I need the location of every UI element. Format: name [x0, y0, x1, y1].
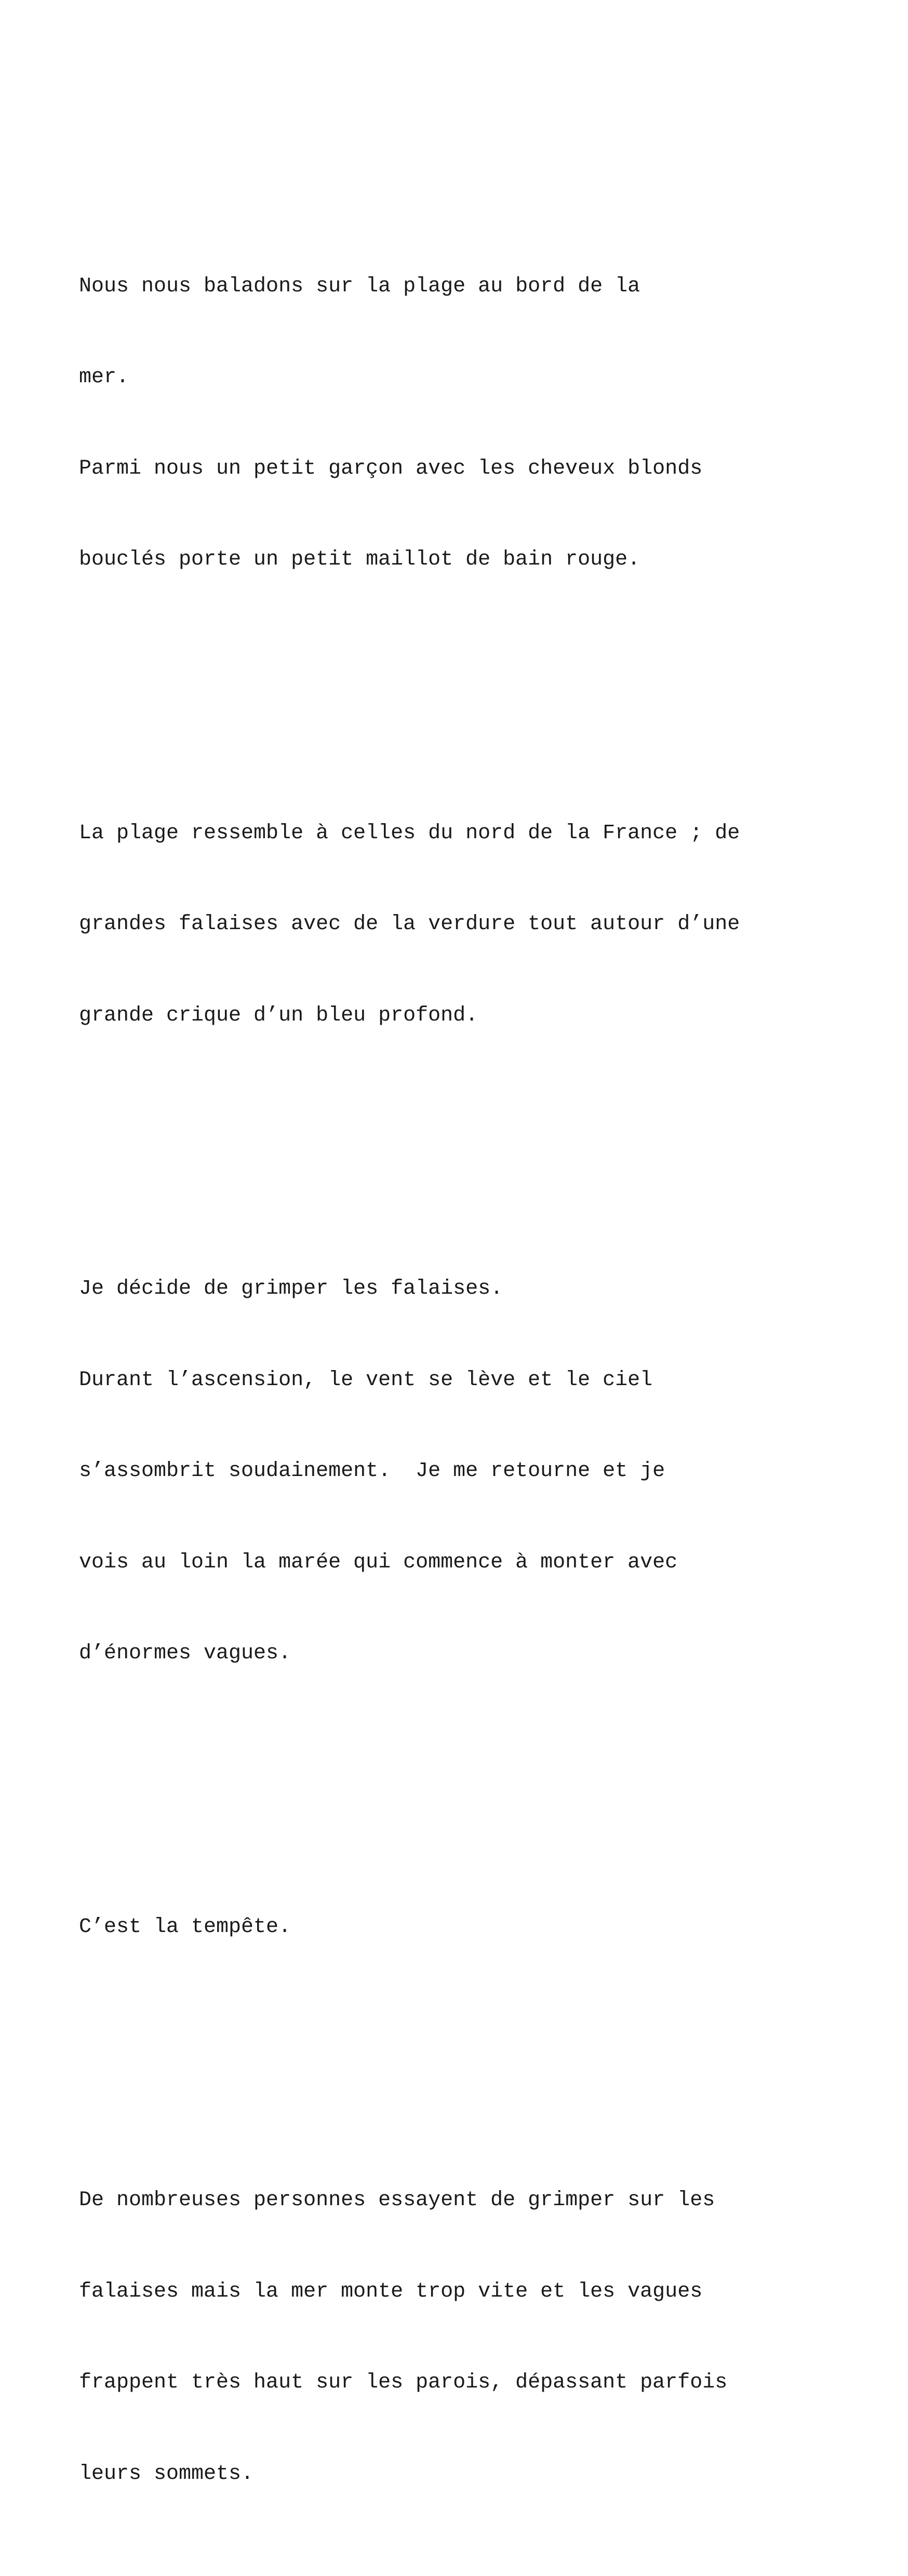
text-line: mer.	[79, 366, 129, 389]
text-line: La plage ressemble à celles du nord de la France ; de	[79, 821, 740, 845]
paragraph-people-climbing	[79, 2125, 879, 2550]
text-line: falaises mais la mer monte trop vite et les vagues	[79, 2279, 703, 2303]
paragraph-climb	[79, 1213, 879, 1730]
text-line: frappent très haut sur les parois, dépassant parfois	[79, 2371, 728, 2394]
paragraph-beach-description	[79, 758, 879, 1092]
text-line: De nombreuses personnes essayent de grimper sur les	[79, 2189, 715, 2212]
text-line: leurs sommets.	[79, 2462, 254, 2486]
text-line: d’énormes vagues.	[79, 1642, 291, 1665]
paragraph-storm	[79, 1852, 879, 2004]
text-line: C’est la tempête.	[79, 1915, 291, 1939]
text-line: Parmi nous un petit garçon avec les cheveux blonds	[79, 457, 703, 480]
document-body	[79, 119, 879, 2576]
text-line: grandes falaises avec de la verdure tout autour d’une	[79, 913, 740, 936]
paragraph-beach-walk	[79, 211, 879, 636]
text-line: Je décide de grimper les falaises.	[79, 1277, 503, 1300]
text-line: grande crique d’un bleu profond.	[79, 1003, 478, 1027]
text-line: Nous nous baladons sur la plage au bord de la	[79, 274, 640, 298]
text-line: bouclés porte un petit maillot de bain rouge.	[79, 548, 640, 571]
text-line: vois au loin la marée qui commence à monter avec	[79, 1550, 678, 1574]
text-line: Durant l’ascension, le vent se lève et le ciel	[79, 1368, 653, 1392]
text-line: s’assombrit soudainement. Je me retourne et je	[79, 1459, 665, 1483]
